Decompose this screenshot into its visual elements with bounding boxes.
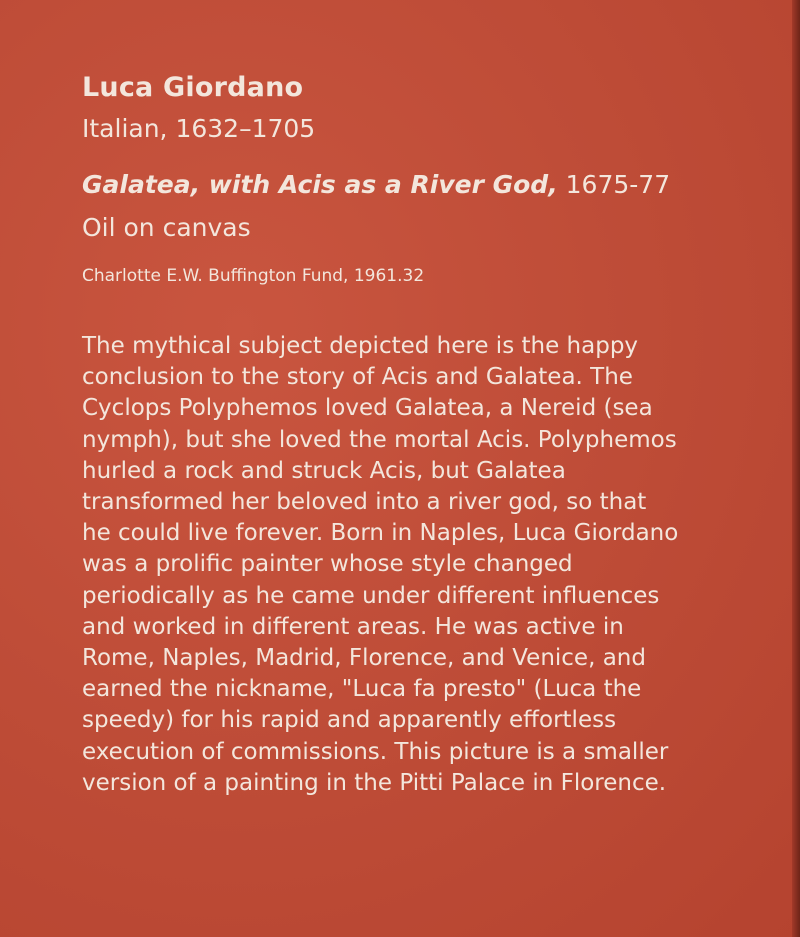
- artwork-medium: Oil on canvas: [82, 213, 251, 242]
- description-text: [82, 331, 722, 799]
- description-line: Rome, Naples, Madrid, Florence, and Venice, and: [82, 645, 646, 672]
- card-edge-shadow: [792, 0, 800, 937]
- artwork-title: Galatea, with Acis as a River God,: [82, 170, 558, 199]
- credit-line: Charlotte E.W. Buffington Fund, 1961.32: [82, 266, 425, 286]
- artwork-title-line: [82, 170, 670, 199]
- artist-nationality-dates: Italian, 1632–1705: [82, 114, 316, 143]
- description-line: and worked in different areas. He was active in: [82, 613, 624, 640]
- description-line: hurled a rock and struck Acis, but Galatea: [82, 457, 566, 484]
- description-line: he could live forever. Born in Naples, Luca Giordano: [82, 520, 679, 547]
- description-line: The mythical subject depicted here is the happy: [82, 333, 639, 359]
- description-line: speedy) for his rapid and apparently effortless: [82, 707, 617, 734]
- description-line: execution of commissions. This picture is a smaller: [82, 738, 669, 765]
- artwork-date: 1675-77: [557, 170, 671, 199]
- description-line: conclusion to the story of Acis and Galatea. The: [82, 364, 633, 391]
- description-line: nymph), but she loved the mortal Acis. Polyphemos: [82, 426, 677, 453]
- description-line: periodically as he came under different influences: [82, 582, 660, 609]
- description-line: was a prolific painter whose style changed: [82, 551, 573, 578]
- description-line: version of a painting in the Pitti Palace in Florence.: [82, 769, 667, 796]
- description-line: earned the nickname, "Luca fa presto" (Luca the: [82, 676, 642, 703]
- description-line: Cyclops Polyphemos loved Galatea, a Nereid (sea: [82, 395, 653, 422]
- description-line: transformed her beloved into a river god, so that: [82, 489, 647, 516]
- artist-name: Luca Giordano: [82, 72, 304, 103]
